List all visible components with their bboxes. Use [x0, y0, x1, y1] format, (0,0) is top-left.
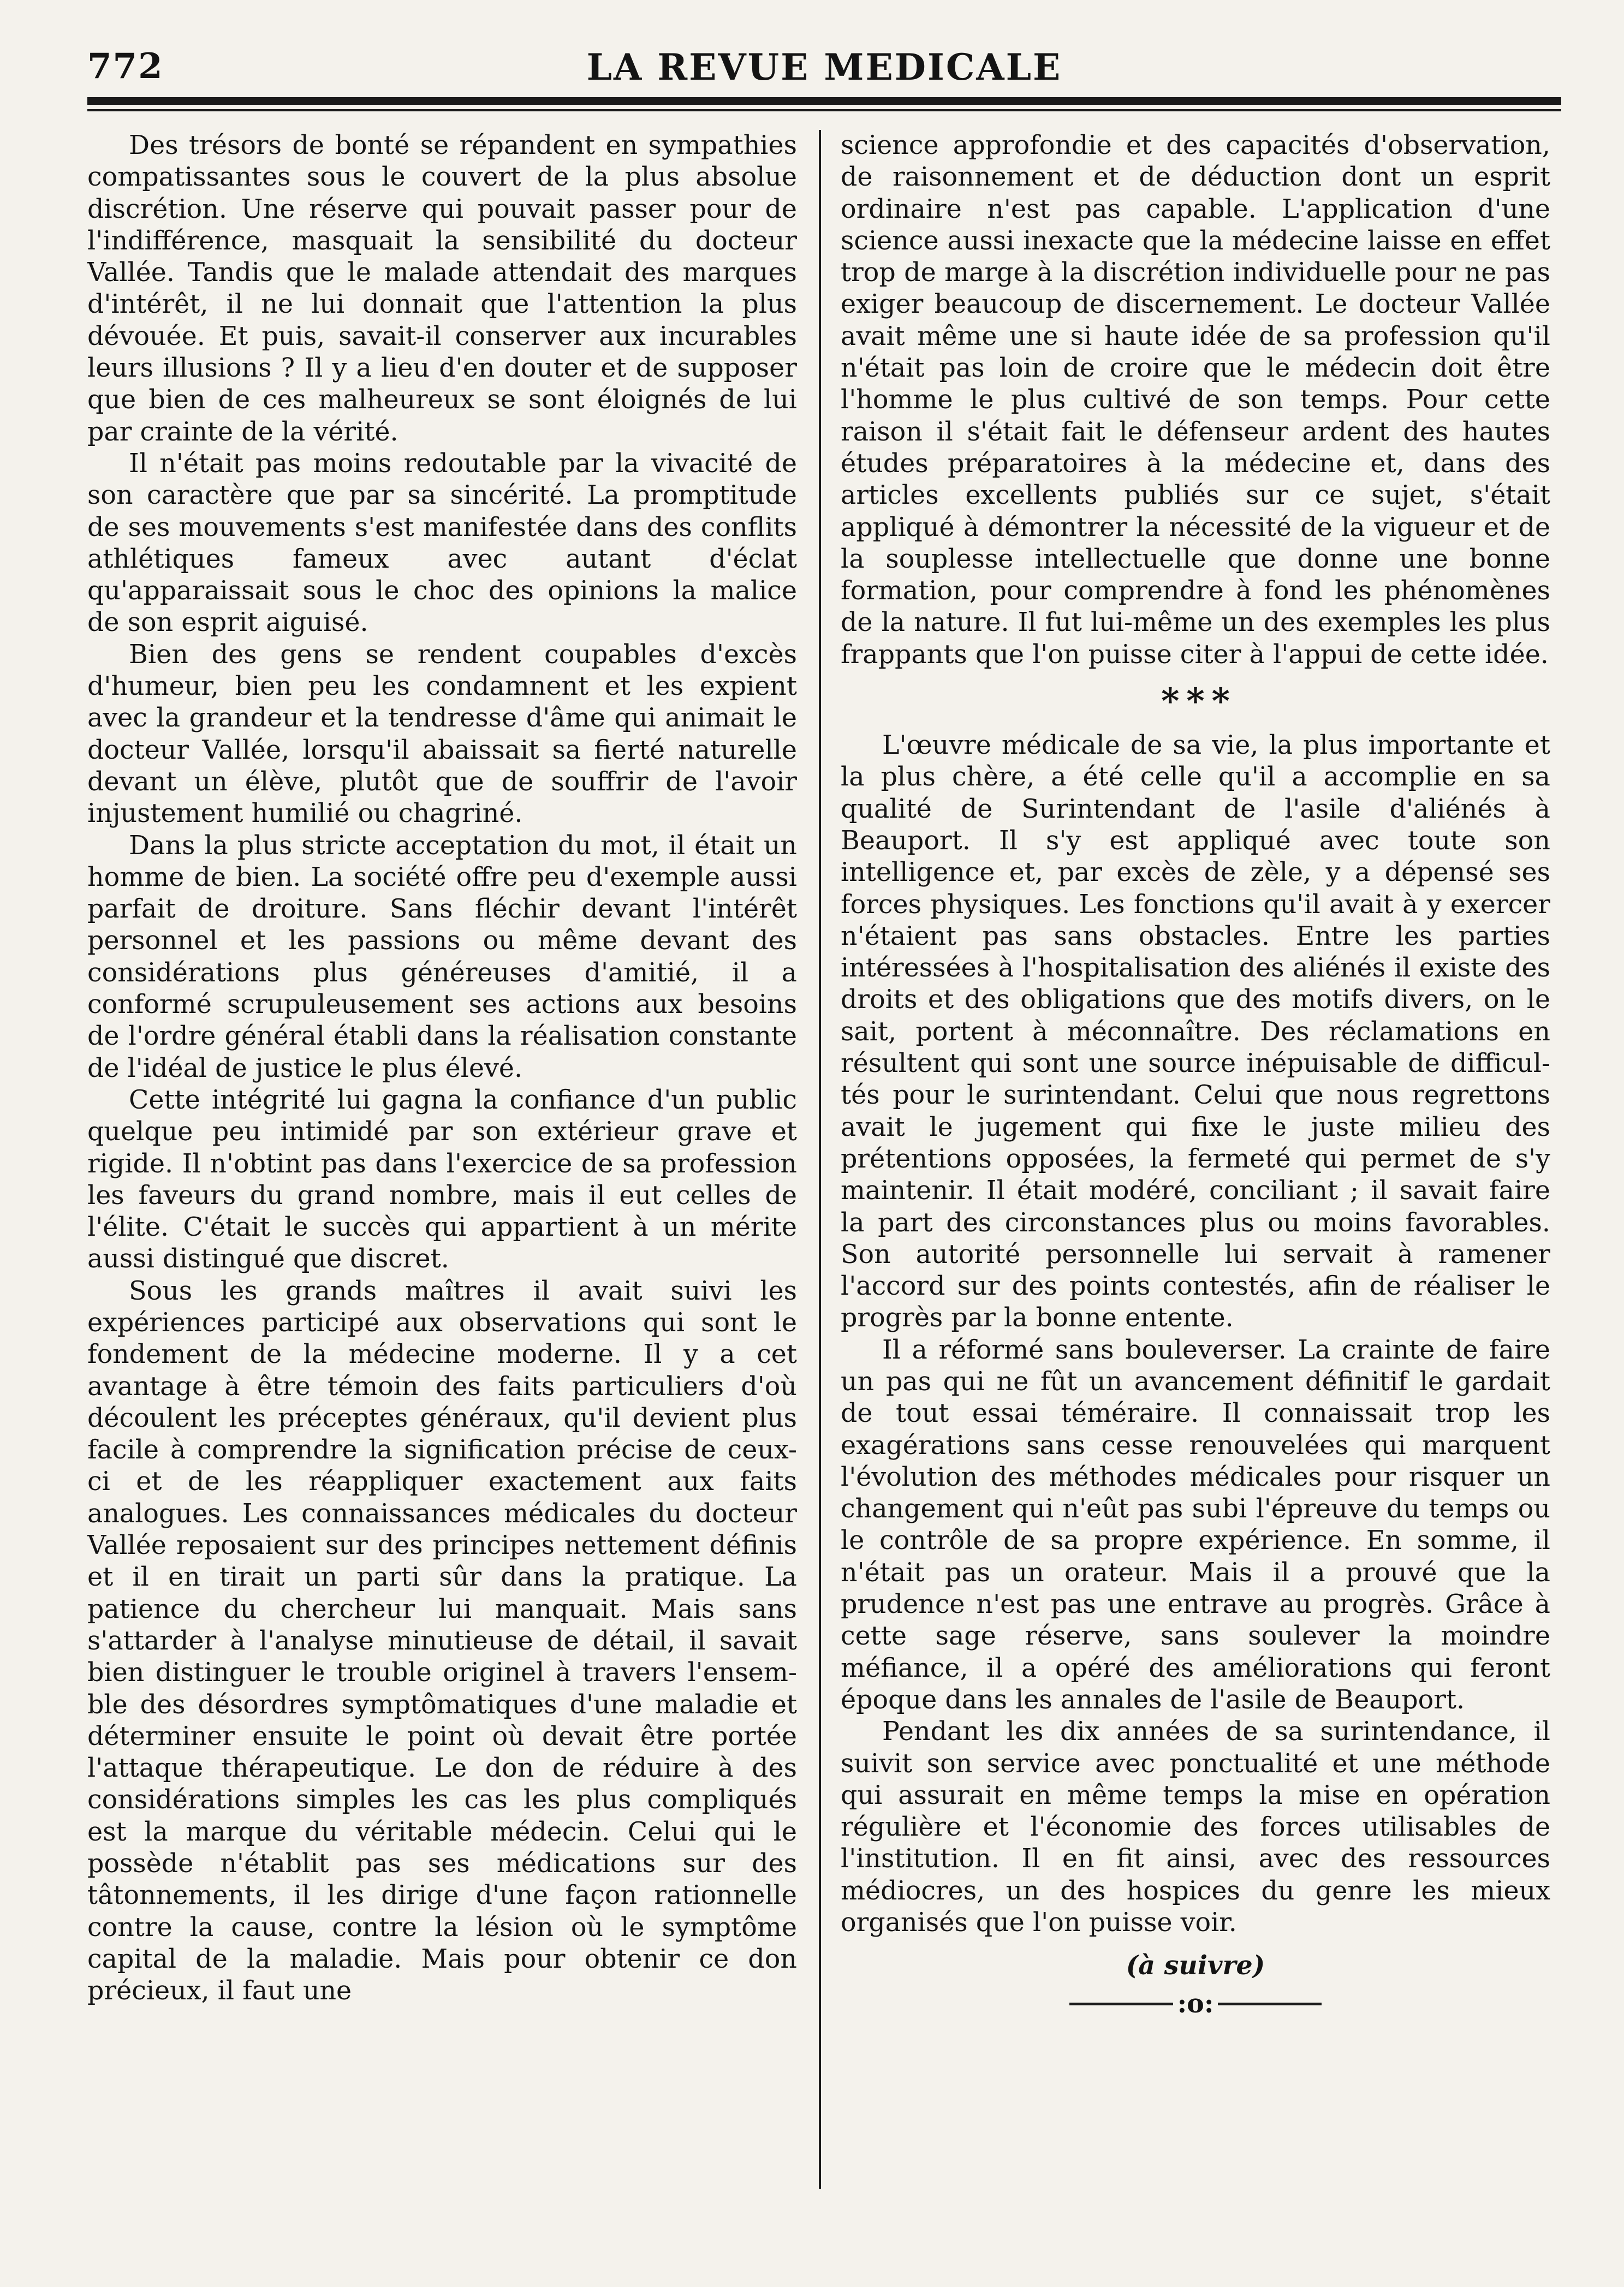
header-rule-thin	[87, 109, 1561, 111]
running-title: LA REVUE MEDICALE	[586, 46, 1062, 88]
right-column	[841, 130, 1550, 2204]
paragraph: Bien des gens se rendent coupables d'excès d'humeur, bien peu les condamnent et les expient avec la grandeur et la tendresse d'âme qui animait le docteur Vallée, lorsqu'il abaissait sa fierté naturelle devant un élève, plutôt que de souffrir de l'avoir injustement humilié ou chagriné.	[87, 639, 797, 829]
paragraph: Sous les grands maîtres il avait suivi les expériences participé aux observations qui sont le fondement de la médecine moderne. Il y a cet avantage à être témoin des faits particuliers d'où découlent les préceptes généraux, qu'il devient plus facile à comprendre la signification précise de ceux-ci et de les réappliquer exactement aux faits analogues. Les connaissances médicales du docteur Vallée reposaient sur des principes nettement définis et il en tirait un parti sûr dans la pratique. La patience du chercheur lui manquait. Mais sans s'attarder à l'analyse minutieuse de détail, il savait bien distinguer le trouble originel à travers l'ensemble des désordres symptômatiques d'une maladie et déterminer ensuite le point où devait être portée l'attaque thérapeutique. Le don de réduire à des considérations simples les cas les plus compliqués est la marque du véritable médecin. Celui qui le possède n'établit pas ses médications sur des tâtonnements, il les dirige d'une façon rationnelle contre la cause, contre la lésion où le symptôme capital de la maladie. Mais pour obtenir ce don précieux, il faut une	[87, 1276, 797, 2006]
column-divider	[819, 130, 821, 2189]
paragraph: Pendant les dix années de sa surintendance, il suivit son service avec ponctualité et une méthode qui assurait en même temps la mise en opération régulière et l'économie des forces utilisables de l'institution. Il en fit ainsi, avec des ressources médiocres, un des hospices du genre les mieux organisés que l'on puisse voir.	[841, 1717, 1550, 1938]
paragraph: Cette intégrité lui gagna la confiance d'un public quelque peu intimidé par son extérieur grave et rigide. Il n'obtint pas dans l'exercice de sa profession les faveurs du grand nombre, mais il eut celles de l'élite. C'était le succès qui appartient à un mérite aussi distingué que discret.	[87, 1085, 797, 1274]
section-asterism: * * *	[1161, 681, 1230, 722]
page-number: 772	[87, 46, 164, 87]
paragraph: Il n'était pas moins redoutable par la vivacité de son caractère que par sa sincérité. La promptitude de ses mouvements s'est manifestée dans des conflits athlétiques fameux avec autant d'éclat qu'apparaissait sous le choc des opinions la malice de son esprit aiguisé.	[87, 448, 797, 638]
journal-page	[87, 33, 1561, 2254]
left-column	[87, 130, 797, 2204]
ornament-line-right	[1218, 2003, 1322, 2005]
paragraph: Des trésors de bonté se répandent en sympathies compatissantes sous le couvert de la plus absolue discrétion. Une réserve qui pouvait passer pour de l'indifférence, masquait la sensibilité du docteur Vallée. Tandis que le malade attendait des marques d'intérêt, il ne lui donnait que l'attention la plus dévouée. Et puis, savait-il conserver aux incurables leurs illusions ? Il y a lieu d'en douter et de supposer que bien de ces malheureux se sont éloignés de lui par crainte de la vérité.	[87, 130, 797, 447]
paragraph: Il a réformé sans bouleverser. La crainte de faire un pas qui ne fût un avancement définitif le gardait de tout essai téméraire. Il connaissait trop les exagérations sans cesse renouvelées qui marquent l'évolution des méthodes médicales pour risquer un changement qui n'eût pas subi l'épreuve du temps ou le contrôle de sa propre expérience. En somme, il n'était pas un orateur. Mais il a prouvé que la prudence n'est pas une entrave au progrès. Grâce à cette sage réserve, sans soulever la moindre méfiance, il a opéré des améliorations qui feront époque dans les annales de l'asile de Beauport.	[841, 1335, 1550, 1715]
ornament-line-left	[1069, 2003, 1173, 2005]
paragraph-continued: science approfondie et des capacités d'observation, de raisonnement et de déduction dont un esprit ordinaire n'est pas capable. L'application d'une science aussi inexacte que la médecine laisse en effet trop de marge à la discrétion individuelle pour ne pas exiger beaucoup de discernement. Le docteur Vallée avait même une si haute idée de sa profession qu'il n'était pas loin de croire que le médecin doit être l'homme le plus cultivé de son temps. Pour cette raison il s'était fait le défenseur ardent des hautes études préparatoires à la médecine et, dans des articles excellents publiés sur ce sujet, s'était appliqué à démontrer la nécessité de la vigueur et de la souplesse intellectuelle que donne une bonne formation, pour comprendre à fond les phénomènes de la nature. Il fut lui-même un des exemples les plus frappants que l'on puisse citer à l'appui de cette idée.	[841, 130, 1550, 670]
paragraph: L'œuvre médicale de sa vie, la plus importante et la plus chère, a été celle qu'il a accomplie en sa qualité de Surintendant de l'asile d'aliénés à Beauport. Il s'y est appliqué avec toute son intelligence et, par excès de zèle, y a dépensé ses forces physiques. Les fonctions qu'il avait à y exercer n'étaient pas sans obstacles. Entre les parties intéressées à l'hospitalisation des aliénés il existe des droits et des obligations que des motifs divers, on le sait, portent à méconnaître. Des réclamations en résultent qui sont une source inépuisable de difficultés pour le surintendant. Celui que nous regrettons avait le jugement qui fixe le juste milieu des prétentions opposées, la fermeté qui permet de s'y maintenir. Il était modéré, conciliant ; il savait faire la part des circonstances plus ou moins favorables. Son autorité personnelle lui servait à ramener l'accord sur des points contestés, afin de réaliser le progrès par la bonne entente.	[841, 730, 1550, 1333]
to-be-continued-note: (à suivre)	[1126, 1950, 1265, 1981]
end-ornament	[841, 1988, 1550, 2020]
paragraph: Dans la plus stricte acceptation du mot, il était un homme de bien. La société offre peu d'exemple aussi parfait de droiture. Sans fléchir devant l'intérêt personnel et les passions ou même devant des considérations plus généreuses d'amitié, il a conformé scrupuleusement ses actions aux besoins de l'ordre général établi dans la réalisation constante de l'idéal de justice le plus élevé.	[87, 830, 797, 1083]
ornament-mark: :o:	[1177, 1988, 1214, 2020]
header-rule-thick	[87, 97, 1561, 105]
page-header	[87, 33, 1561, 98]
